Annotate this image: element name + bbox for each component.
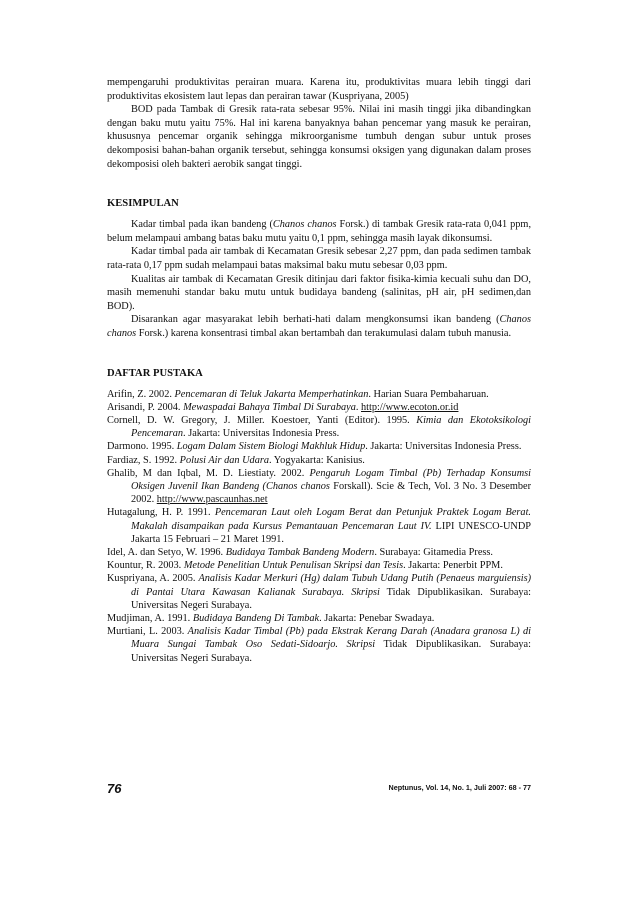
page-footer <box>107 781 531 801</box>
text-run: . Yogyakarta: Kanisius. <box>269 454 365 466</box>
text-run: Cornell, D. W. Gregory, J. Miller. Koestoer, Yanti (Editor). 1995. <box>107 414 417 426</box>
reference-entry <box>107 414 531 440</box>
reference-entry <box>107 625 531 665</box>
text-run: . Harian Suara Pembaharuan. <box>368 388 489 400</box>
italic-title: Logam Dalam Sistem Biologi Makhluk Hidup <box>176 441 366 453</box>
reference-link[interactable]: http://www.pascaunhas.net <box>156 494 268 506</box>
italic-title: Pencemaran di Teluk Jakarta Memperhatinkan <box>174 388 369 400</box>
reference-entry <box>107 440 531 453</box>
text-run: Forsk.) di tambak Gresik rata-rata 0,041 ppm, belum melampaui ambang batas baku mutu yaitu 0,1 ppm, sehingga masih layak dikonsumsi. <box>107 219 532 244</box>
intro-paragraph-1: mempengaruhi produktivitas perairan muara. Karena itu, produktivitas muara lebih tinggi dari produktivitas ekosistem laut lepas dan perairan tawar (Kuspriyana, 2005) <box>107 77 531 102</box>
journal-citation: Neptunus, Vol. 14, No. 1, Juli 2007: 68 - 77 <box>388 783 531 792</box>
text-run: Kountur, R. 2003. <box>107 560 184 572</box>
reference-entry <box>107 467 531 507</box>
page-body <box>107 76 531 665</box>
italic-title: Mewaspadai Bahaya Timbal Di Surabaya <box>183 401 356 413</box>
reference-entry <box>107 559 531 572</box>
reference-entry <box>107 546 531 559</box>
intro-paragraph-2: BOD pada Tambak di Gresik rata-rata sebesar 95%. Nilai ini masih tinggi jika dibandingkan dengan baku mutu yaitu 75%. Hal ini karena banyaknya bahan pencemar yang masuk ke perairan, khususnya pencemar organik sehingga mikroorganisme tumbuh dengan subur untuk proses dekomposisi bahan-bahan organik tersebut, sehingga konsumsi oksigen yang digunakan dalam proses dekomposisi oleh bakteri aerobik sangat tinggi. <box>107 104 531 170</box>
text-run: Kadar timbal pada ikan bandeng ( <box>131 219 273 231</box>
species-name: Chanos chanos <box>107 314 531 339</box>
italic-title: Analisis Kadar Merkuri (Hg) dalam Tubuh Udang Putih (Penaeus marguiensis) di Pantai Utara Kawasan Kalianak Surabaya. Skripsi <box>131 573 532 598</box>
text-run: Fardiaz, S. 1992. <box>107 454 180 466</box>
italic-title: Polusi Air dan Udara <box>179 454 269 466</box>
text-run: . <box>355 401 362 413</box>
text-run: Forskall). Scie & Tech, Vol. 3 No. 3 Desember 2002. <box>131 480 532 506</box>
section-heading-kesimpulan: KESIMPULAN <box>107 198 179 210</box>
text-run: . Jakarta: Penerbit PPM. <box>403 560 503 572</box>
text-run: Tidak Dipublikasikan. Surabaya: Universitas Negeri Surabaya. <box>131 639 531 664</box>
reference-link[interactable]: http://www.ecoton.or.id <box>361 401 459 413</box>
text-run: Mudjiman, A. 1991. <box>107 612 193 624</box>
reference-list <box>107 388 531 665</box>
text-run: Disarankan agar masyarakat lebih berhati-hati dalam mengkonsumsi ikan bandeng ( <box>131 314 500 326</box>
text-run: Idel, A. dan Setyo, W. 1996. <box>107 546 226 558</box>
text-run: Tidak Dipublikasikan. Surabaya: Universitas Negeri Surabaya. <box>131 586 531 611</box>
text-run: . Jakarta: Penebar Swadaya. <box>319 612 435 624</box>
text-run: Forsk.) karena konsentrasi timbal akan bertambah dan terakumulasi dalam tubuh manusia. <box>136 327 512 339</box>
italic-title: Analisis Kadar Timbal (Pb) pada Ekstrak Kerang Darah (Anadara granosa L) di Muara Sungai Tambak Oso Sedati-Sidoarjo. Skripsi <box>131 626 531 651</box>
text-run: Ghalib, M dan Iqbal, M. D. Liestiaty. 2002. <box>107 467 310 479</box>
reference-entry <box>107 388 531 401</box>
reference-entry <box>107 612 531 625</box>
italic-title: Pencemaran Laut oleh Logam Berat dan Petunjuk Praktek Logam Berat. Makalah disampaikan pada Kursus Pemantauan Pencemaran Laut IV. <box>131 507 531 532</box>
text-run: Hutagalung, H. P. 1991. <box>107 507 215 519</box>
text-run: . Jakarta: Universitas Indonesia Press. <box>365 441 522 453</box>
text-run: Darmono. 1995. <box>107 441 177 453</box>
reference-entry <box>107 401 531 414</box>
text-run: Arifin, Z. 2002. <box>107 388 175 400</box>
text-run: LIPI UNESCO-UNDP Jakarta 15 Februari – 21 Maret 1991. <box>131 520 532 545</box>
species-name: Chanos chanos <box>272 219 337 231</box>
text-run: . Jakarta: Universitas Indonesia Press. <box>183 428 340 440</box>
kesimpulan-paragraph-2: Kadar timbal pada air tambak di Kecamatan Gresik sebesar 2,27 ppm, dan pada sedimen tambak rata-rata 0,17 ppm sudah melampaui batas maksimal baku mutu sebesar 0,03 ppm. <box>107 246 531 271</box>
italic-title: Budidaya Tambak Bandeng Modern <box>225 546 375 558</box>
italic-title: Kimia dan Ekotoksikologi Pencemaran <box>131 414 531 440</box>
kesimpulan-paragraph-1 <box>107 218 531 245</box>
reference-entry <box>107 454 531 467</box>
kesimpulan-paragraph-3: Kualitas air tambak di Kecamatan Gresik ditinjau dari faktor fisika-kimia kecuali suhu dan DO, masih memenuhi standar baku mutu untuk budidaya bandeng (salinitas, pH air, pH sedimen,dan BOD). <box>107 273 531 312</box>
reference-entry <box>107 506 531 546</box>
italic-title: Pengaruh Logam Timbal (Pb) Terhadap Konsumsi Oksigen Juvenil Ikan Bandeng (Chanos chanos <box>131 467 531 492</box>
italic-title: Metode Penelitian Untuk Penulisan Skripsi dan Tesis <box>183 560 404 572</box>
text-run: Kuspriyana, A. 2005. <box>107 573 199 585</box>
page-number: 76 <box>107 781 122 796</box>
text-run: . Surabaya: Gitamedia Press. <box>374 546 493 558</box>
text-run: Arisandi, P. 2004. <box>107 401 184 413</box>
italic-title: Budidaya Bandeng Di Tambak <box>192 612 320 624</box>
kesimpulan-paragraph-4 <box>107 313 531 340</box>
text-run: Murtiani, L. 2003. <box>107 626 188 638</box>
section-heading-daftar-pustaka: DAFTAR PUSTAKA <box>107 367 203 379</box>
reference-entry <box>107 572 531 612</box>
